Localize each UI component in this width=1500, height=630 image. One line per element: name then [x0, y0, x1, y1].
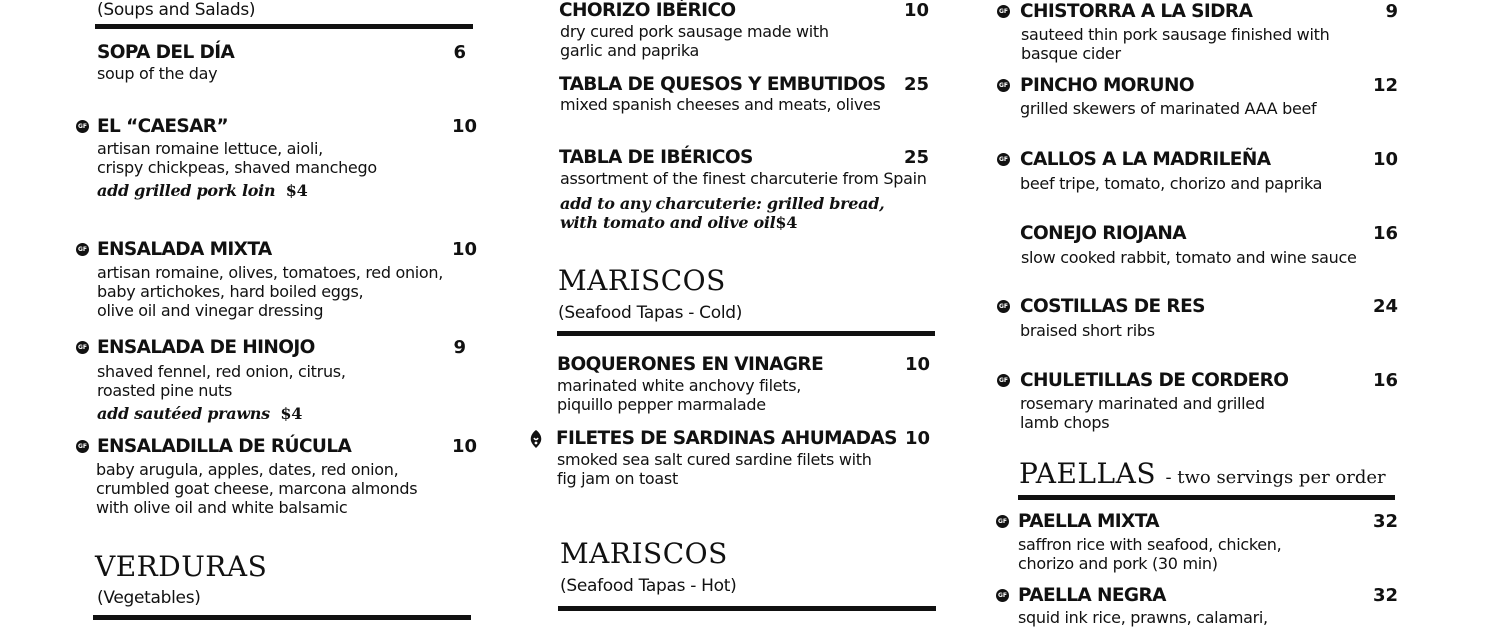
item-price: 6: [453, 42, 466, 63]
gluten-free-icon: GF: [997, 300, 1010, 313]
item-name: TABLA DE QUESOS Y EMBUTIDOS: [559, 74, 886, 95]
item-price: 32: [1372, 585, 1398, 606]
section-subtitle-seafood-cold: (Seafood Tapas - Cold): [558, 303, 743, 323]
item-name: TABLA DE IBÉRICOS: [559, 147, 753, 168]
item-price: 16: [1372, 370, 1398, 391]
item-description: saffron rice with seafood, chicken, chorizo and pork (30 min): [1018, 535, 1282, 573]
section-rule: [95, 24, 473, 29]
section-rule: [558, 606, 936, 611]
item-price: 12: [1372, 75, 1398, 96]
item-name: CHORIZO IBÉRICO: [559, 0, 736, 21]
item-price: 10: [451, 239, 477, 260]
item-description: artisan romaine, olives, tomatoes, red onion, baby artichokes, hard boiled eggs, olive oil and vinegar dressing: [97, 263, 444, 320]
section-subtitle-vegetables: (Vegetables): [97, 588, 201, 608]
gluten-free-icon: GF: [76, 120, 89, 133]
addon-text: add to any charcuterie: grilled bread, with tomato and olive oil: [560, 194, 885, 232]
item-name: CONEJO RIOJANA: [1020, 223, 1186, 244]
gluten-free-icon: GF: [997, 374, 1010, 387]
item-price: 10: [451, 116, 477, 137]
item-description: slow cooked rabbit, tomato and wine sauce: [1021, 248, 1357, 267]
item-name: PAELLA NEGRA: [1018, 585, 1166, 606]
item-description: shaved fennel, red onion, citrus, roasted pine nuts: [97, 362, 346, 400]
item-name: CALLOS A LA MADRILEÑA: [1020, 149, 1271, 170]
paellas-note: - two servings per order: [1165, 467, 1386, 488]
item-price: 25: [903, 74, 929, 95]
section-rule: [93, 615, 471, 620]
item-name: EL “CAESAR”: [97, 116, 229, 137]
item-description: smoked sea salt cured sardine filets with fig jam on toast: [557, 450, 872, 488]
item-description: mixed spanish cheeses and meats, olives: [560, 95, 881, 114]
item-price: 10: [451, 436, 477, 457]
item-price: 16: [1372, 223, 1398, 244]
smoked-fish-icon: [528, 429, 544, 449]
item-name: ENSALADILLA DE RÚCULA: [97, 436, 352, 457]
item-name: COSTILLAS DE RES: [1020, 296, 1205, 317]
addon-text: add grilled pork loin: [97, 181, 276, 200]
addon-price: $4: [280, 404, 303, 423]
item-name: CHULETILLAS DE CORDERO: [1020, 370, 1289, 391]
item-price: 10: [904, 428, 930, 449]
item-addon: [97, 181, 307, 200]
gluten-free-icon: GF: [997, 79, 1010, 92]
item-name: SOPA DEL DÍA: [97, 42, 235, 63]
item-description: marinated white anchovy filets, piquillo pepper marmalade: [557, 376, 802, 414]
gluten-free-icon: GF: [76, 341, 89, 354]
item-description: sauteed thin pork sausage finished with basque cider: [1021, 25, 1330, 63]
item-name: ENSALADA DE HINOJO: [97, 337, 315, 358]
item-price: 9: [1385, 1, 1398, 22]
item-price: 32: [1372, 511, 1398, 532]
gluten-free-icon: GF: [997, 153, 1010, 166]
item-price: 10: [1372, 149, 1398, 170]
section-title-mariscos-cold: MARISCOS: [558, 264, 726, 297]
section-title-mariscos-hot: MARISCOS: [560, 537, 728, 570]
addon-price: $4: [285, 181, 308, 200]
item-description: baby arugula, apples, dates, red onion, crumbled goat cheese, marcona almonds with olive oil and white balsamic: [96, 460, 418, 517]
item-price: 9: [453, 337, 466, 358]
gluten-free-icon: GF: [997, 5, 1010, 18]
item-price: 24: [1372, 296, 1398, 317]
item-description: squid ink rice, prawns, calamari,: [1018, 608, 1268, 627]
section-title-verduras: VERDURAS: [95, 550, 268, 583]
gluten-free-icon: GF: [76, 440, 89, 453]
paellas-title: PAELLAS: [1019, 457, 1157, 490]
section-rule: [557, 331, 935, 336]
addon-text: add sautéed prawns: [97, 404, 270, 423]
item-description: artisan romaine lettuce, aioli, crispy chickpeas, shaved manchego: [97, 139, 377, 177]
item-description: braised short ribs: [1020, 321, 1155, 340]
item-addon: [560, 194, 884, 232]
item-description: grilled skewers of marinated AAA beef: [1020, 99, 1317, 118]
item-description: beef tripe, tomato, chorizo and paprika: [1020, 174, 1323, 193]
item-price: 10: [904, 354, 930, 375]
item-description: rosemary marinated and grilled lamb chops: [1020, 394, 1265, 432]
section-subtitle-soups-salads: (Soups and Salads): [97, 0, 256, 20]
item-name: BOQUERONES EN VINAGRE: [557, 354, 824, 375]
gluten-free-icon: GF: [76, 243, 89, 256]
section-title-paellas: [1019, 458, 1386, 494]
item-description: dry cured pork sausage made with garlic and paprika: [560, 22, 829, 60]
section-subtitle-seafood-hot: (Seafood Tapas - Hot): [560, 576, 737, 596]
item-description: assortment of the finest charcuterie from Spain: [560, 169, 927, 188]
item-addon: [97, 404, 302, 423]
item-name: FILETES DE SARDINAS AHUMADAS: [556, 428, 897, 449]
item-name: ENSALADA MIXTA: [97, 239, 272, 260]
item-description: soup of the day: [97, 64, 218, 83]
gluten-free-icon: GF: [996, 589, 1009, 602]
item-name: PINCHO MORUNO: [1020, 75, 1194, 96]
addon-price: $4: [775, 213, 798, 232]
item-name: PAELLA MIXTA: [1018, 511, 1160, 532]
item-name: CHISTORRA A LA SIDRA: [1020, 1, 1253, 22]
gluten-free-icon: GF: [996, 515, 1009, 528]
section-rule: [1018, 495, 1395, 500]
item-price: 25: [903, 147, 929, 168]
item-price: 10: [903, 0, 929, 21]
